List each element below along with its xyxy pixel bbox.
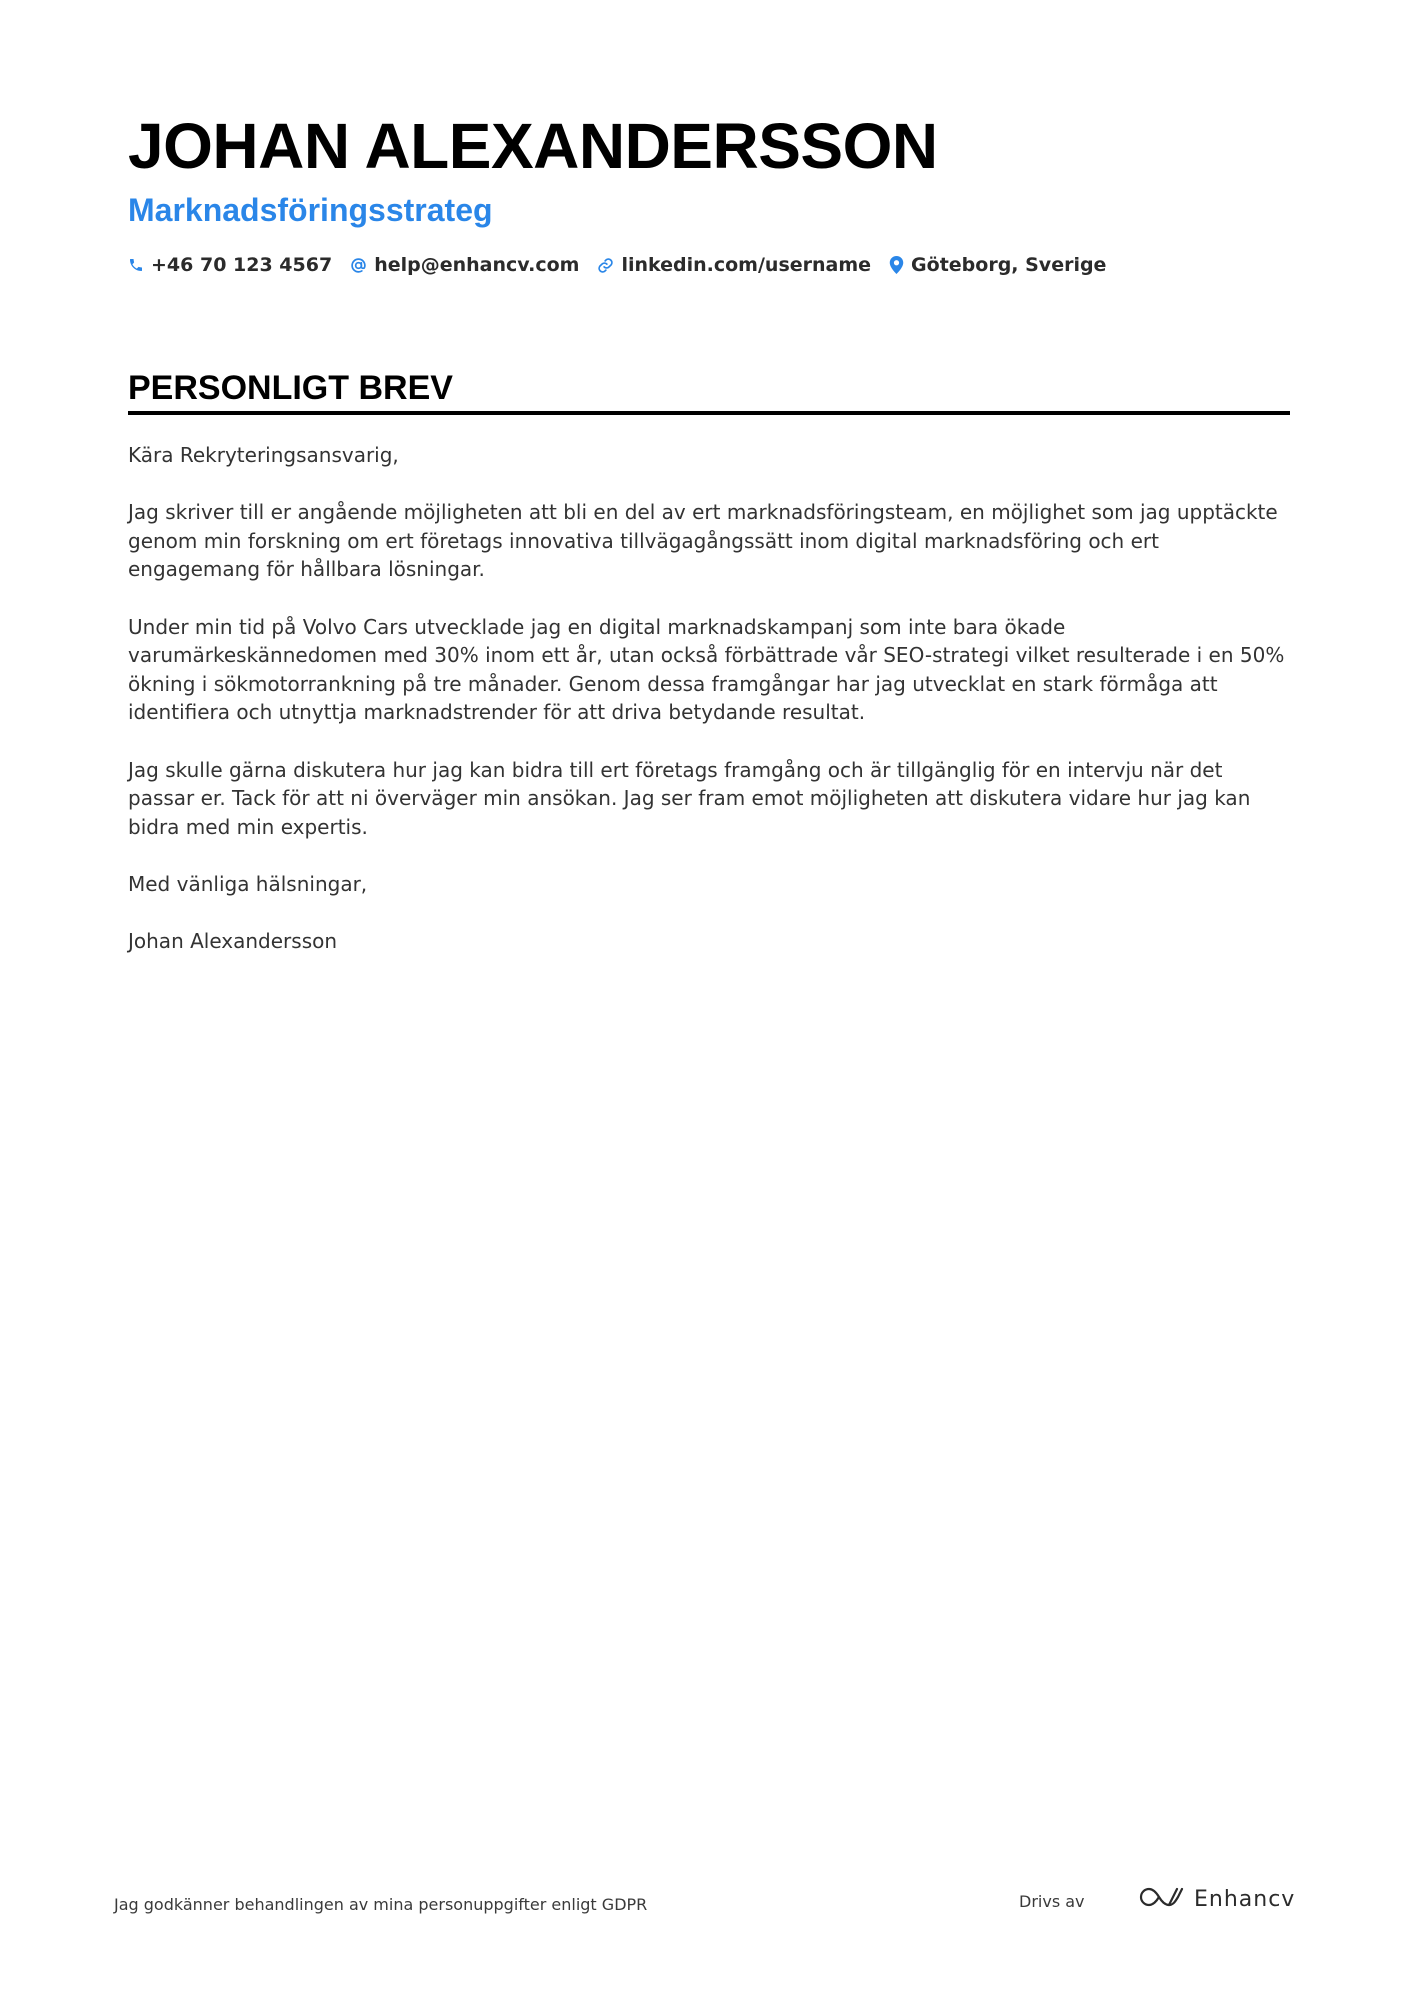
powered-by-label: Drivs av (1019, 1892, 1085, 1911)
enhancv-logo-icon (1138, 1885, 1184, 1913)
letter-signature: Johan Alexandersson (128, 929, 338, 954)
contact-email-text: help@enhancv.com (374, 254, 580, 276)
contact-email[interactable] (350, 254, 579, 276)
section-divider (128, 411, 1290, 415)
contact-phone-text: +46 70 123 4567 (151, 254, 333, 276)
letter-paragraph: Jag skulle gärna diskutera hur jag kan bidra till ert företags framgång och är tillgänglig för en intervju när det passar er. Tack för att ni överväger min ansökan. Jag ser fram emot möjligheten att diskutera vidare hur jag kan bidra med min expertis. (128, 757, 1251, 839)
letter-closing: Med vänliga hälsningar, (128, 871, 368, 896)
phone-icon (128, 257, 144, 273)
at-icon (350, 257, 367, 274)
letter-greeting: Kära Rekryteringsansvarig, (128, 443, 399, 467)
location-pin-icon (889, 256, 904, 274)
link-icon (597, 257, 614, 274)
contact-linkedin-text: linkedin.com/username (621, 254, 872, 276)
contact-phone (128, 254, 332, 276)
job-title: Marknadsföringsstrateg (128, 192, 493, 228)
applicant-name: JOHAN ALEXANDERSSON (128, 110, 938, 182)
letter-paragraph: Jag skriver till er angående möjligheten att bli en del av ert marknadsföringsteam, en möjlighet som jag upptäckte genom min forskning om ert företags innovativa tillvägagångssätt inom digital marknadsföring och ert engagemang för hållbara lösningar. (128, 500, 1278, 582)
enhancv-brand[interactable] (1138, 1885, 1295, 1913)
letter-body (128, 441, 1290, 984)
letter-paragraph: Under min tid på Volvo Cars utvecklade jag en digital marknadskampanj som inte bara ökade varumärkeskännedomen med 30% inom ett år, utan också förbättrade vår SEO-strategi vilket resulterade i en 50% ökning i sökmotorrankning på tre månader. Genom dessa framgångar har jag utvecklat en stark förmåga att identifiera och utnyttja marknadstrender för att driva betydande resultat. (128, 614, 1285, 725)
enhancv-brand-name: Enhancv (1194, 1886, 1296, 1912)
gdpr-consent: Jag godkänner behandlingen av mina personuppgifter enligt GDPR (114, 1895, 648, 1914)
contact-location-text: Göteborg, Sverige (911, 254, 1107, 276)
contact-location (889, 254, 1106, 276)
contact-linkedin[interactable] (597, 254, 871, 276)
contact-bar (128, 254, 1106, 276)
section-title: PERSONLIGT BREV (128, 369, 453, 407)
